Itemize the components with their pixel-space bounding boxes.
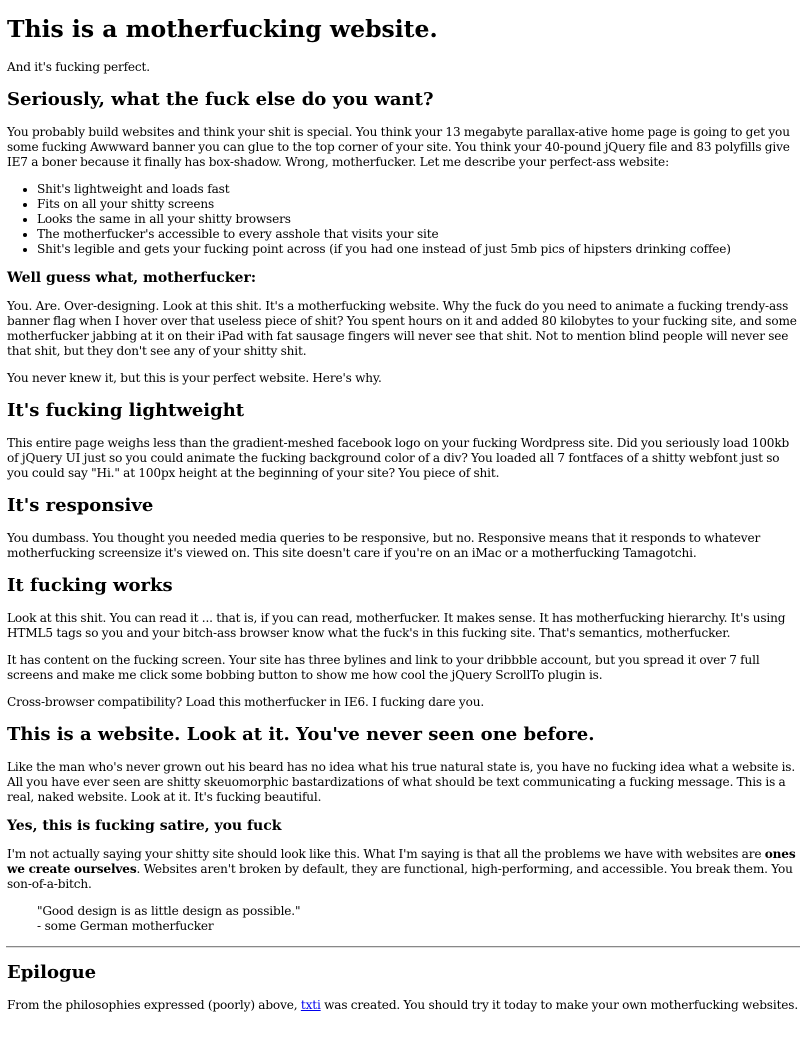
perfect-website-list [7,182,800,257]
section-paragraph-website: Like the man who's never grown out his beard has no idea what his true natural state is, you have no fucking idea what a website is. All you have ever seen are shitty skeuomorphic bastardizations of what should be text communicating a fucking message. This is a real, naked website. Look at it. It's fucking beautiful. [7,760,796,804]
page [0,14,800,1059]
section-paragraph-works-3: Cross-browser compatibility? Load this motherfucker in IE6. I fucking dare you. [7,695,485,709]
txti-link[interactable]: txti [300,998,321,1012]
section-paragraph-responsive: You dumbass. You thought you needed media queries to be responsive, but no. Responsive means that it responds to whatever motherfucking screensize it's viewed on. This site doesn't care if you're on an iMac or a motherfucking Tamagotchi. [7,531,761,560]
section-heading-want: Seriously, what the fuck else do you want? [7,89,434,110]
intro-text: And it's fucking perfect. [7,60,150,74]
section-heading-lightweight: It's fucking lightweight [7,400,245,421]
section-heading-works: It fucking works [7,575,173,596]
satire-text-strong: ones we create ourselves [7,847,796,876]
section-paragraph-perfect: You never knew it, but this is your perfect website. Here's why. [7,371,382,385]
section-paragraph-works-2: It has content on the fucking screen. Your site has three bylines and link to your dribbble account, but you spread it over 7 full screens and make me click some bobbing button to show me how cool the jQuery ScrollTo plugin is. [7,653,760,682]
list-item: • Fits on all your shitty screens [37,197,800,212]
list-item: • Looks the same in all your shitty browsers [37,212,800,227]
epilogue-text-after: was created. You should try it today to make your own motherfucking websites. [320,998,799,1012]
quote-text: "Good design is as little design as possible." [37,904,301,918]
design-quote [37,904,800,934]
list-item: • The motherfucker's accessible to every asshole that visits your site [37,227,800,242]
section-paragraph-overdesign: You. Are. Over-designing. Look at this shit. It's a motherfucking website. Why the fuck do you need to animate a fucking trendy-ass banner flag when I hover over that useless piece of shit? You spent hours on it and added 80 kilobytes to your fucking site, and some motherfucker jabbing at it on their iPad with fat sausage fingers will never see that shit. Not to mention blind people will never see that shit, but they don't see any of your shitty shit. [7,299,797,358]
divider [6,946,800,948]
section-paragraph-want: You probably build websites and think your shit is special. You think your 13 megabyte parallax-ative home page is going to get you some fucking Awwward banner you can glue to the top corner of your site. You think your 40-pound jQuery file and 83 polyfills give IE7 a boner because it finally has box-shadow. Wrong, motherfucker. Let me describe your perfect-ass website: [7,125,790,169]
section-heading-guess: Well guess what, motherfucker: [7,270,256,286]
section-heading-satire: Yes, this is fucking satire, you fuck [7,818,282,834]
list-item: • Shit's legible and gets your fucking point across (if you had one instead of just 5mb pics of hipsters drinking coffee) [37,242,800,257]
epilogue-paragraph [7,998,800,1013]
satire-text-before: I'm not actually saying your shitty site should look like this. What I'm saying is that all the problems we have with websites are [7,847,765,861]
section-paragraph-works-1: Look at this shit. You can read it ... that is, if you can read, motherfucker. It makes sense. It has motherfucking hierarchy. It's using HTML5 tags so you and your bitch-ass browser know what the fuck's in this fucking site. That's semantics, motherfucker. [7,611,786,640]
page-title: This is a motherfucking website. [7,15,438,43]
section-heading-website: This is a website. Look at it. You've never seen one before. [7,724,595,745]
epilogue-text-before: From the philosophies expressed (poorly) above, [7,998,301,1012]
list-item: • Shit's lightweight and loads fast [37,182,800,197]
quote-attribution: - some German motherfucker [37,919,214,933]
satire-text-after: . Websites aren't broken by default, they are functional, high-performing, and accessible. You break them. You son-of-a-bitch. [7,862,793,891]
section-paragraph-lightweight: This entire page weighs less than the gradient-meshed facebook logo on your fucking Wordpress site. Did you seriously load 100kb of jQuery UI just so you could animate the fucking background color of a div? You loaded all 7 fontfaces of a shitty webfont just so you could say "Hi." at 100px height at the beginning of your site? You piece of shit. [7,436,790,480]
section-heading-responsive: It's responsive [7,495,154,516]
section-paragraph-satire [7,847,800,892]
epilogue-heading: Epilogue [7,962,97,983]
